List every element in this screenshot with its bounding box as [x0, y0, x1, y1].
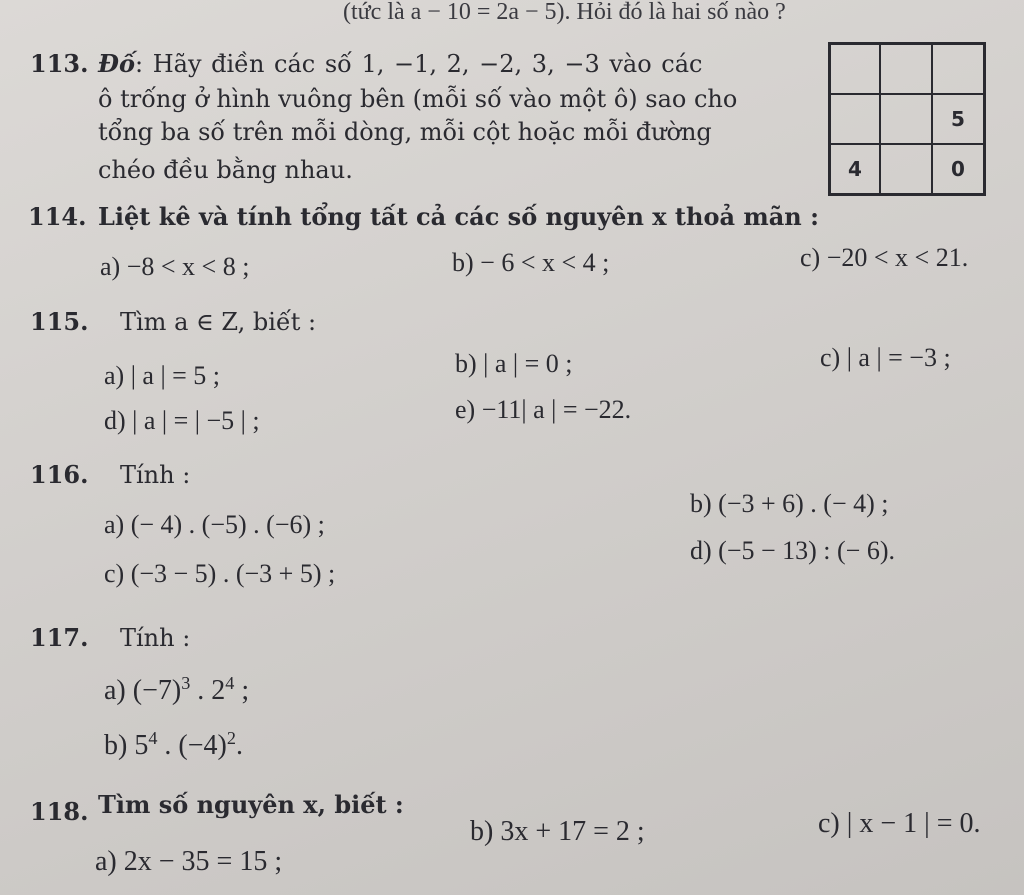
problem-118-title: Tìm số nguyên x, biết :	[98, 790, 404, 819]
grid-cell: 4	[830, 144, 880, 194]
problem-116-number: 116.	[30, 460, 89, 489]
problem-115-b: b) | a | = 0 ;	[455, 349, 573, 378]
grid-cell	[880, 44, 932, 94]
problem-115-e: e) −11| a | = −22.	[455, 395, 632, 424]
magic-square-grid	[828, 42, 986, 196]
top-line: (tức là a − 10 = 2a − 5). Hỏi đó là hai số nào ?	[343, 0, 786, 25]
grid-cell	[880, 94, 932, 144]
problem-116-d: d) (−5 − 13) : (− 6).	[690, 536, 896, 565]
problem-114-a: a) −8 < x < 8 ;	[100, 252, 250, 281]
grid-cell	[830, 94, 880, 144]
problem-118-b: b) 3x + 17 = 2 ;	[470, 816, 645, 847]
problem-113-line-2: ô trống ở hình vuông bên (mỗi số vào một ô) sao cho	[98, 85, 738, 113]
grid-cell	[880, 144, 932, 194]
problem-116-c: c) (−3 − 5) . (−3 + 5) ;	[104, 559, 336, 588]
grid-cell	[830, 44, 880, 94]
grid-cell: 5	[932, 94, 984, 144]
problem-114-title: Liệt kê và tính tổng tất cả các số nguyên x thoả mãn :	[98, 202, 819, 231]
problem-115-number: 115.	[30, 307, 89, 336]
problem-114-number: 114.	[28, 202, 87, 231]
problem-116-title: Tính :	[120, 461, 191, 489]
problem-113-line-4: chéo đều bằng nhau.	[98, 156, 353, 184]
problem-115-d: d) | a | = | −5 | ;	[104, 406, 260, 435]
problem-118-number: 118.	[30, 797, 89, 826]
problem-113-line-1: : Hãy điền các số 1, −1, 2, −2, 3, −3 vào các	[135, 50, 703, 78]
problem-118-a: a) 2x − 35 = 15 ;	[95, 846, 283, 877]
problem-116-b: b) (−3 + 6) . (− 4) ;	[690, 489, 889, 518]
problem-113-line-3: tổng ba số trên mỗi dòng, mỗi cột hoặc mỗi đường	[98, 118, 712, 146]
problem-114-b: b) − 6 < x < 4 ;	[452, 248, 610, 277]
problem-113-number: 113.	[30, 49, 89, 78]
problem-117-number: 117.	[30, 623, 89, 652]
grid-cell	[932, 44, 984, 94]
problem-118-c: c) | x − 1 | = 0.	[818, 808, 981, 839]
problem-113-label: Đố	[98, 49, 135, 78]
problem-116-a: a) (− 4) . (−5) . (−6) ;	[104, 510, 325, 539]
problem-115-a: a) | a | = 5 ;	[104, 361, 221, 390]
problem-117-title: Tính :	[120, 624, 191, 652]
grid-cell: 0	[932, 144, 984, 194]
problem-117-b: b) $5^4$ . $(-4)^2$.	[104, 728, 243, 761]
problem-115-c: c) | a | = −3 ;	[820, 343, 951, 372]
problem-114-c: c) −20 < x < 21.	[800, 243, 969, 272]
problem-115-title: Tìm a ∈ Z, biết :	[120, 308, 317, 336]
problem-117-a: a) $(-7)^3$ . $2^4$ ;	[104, 673, 250, 706]
